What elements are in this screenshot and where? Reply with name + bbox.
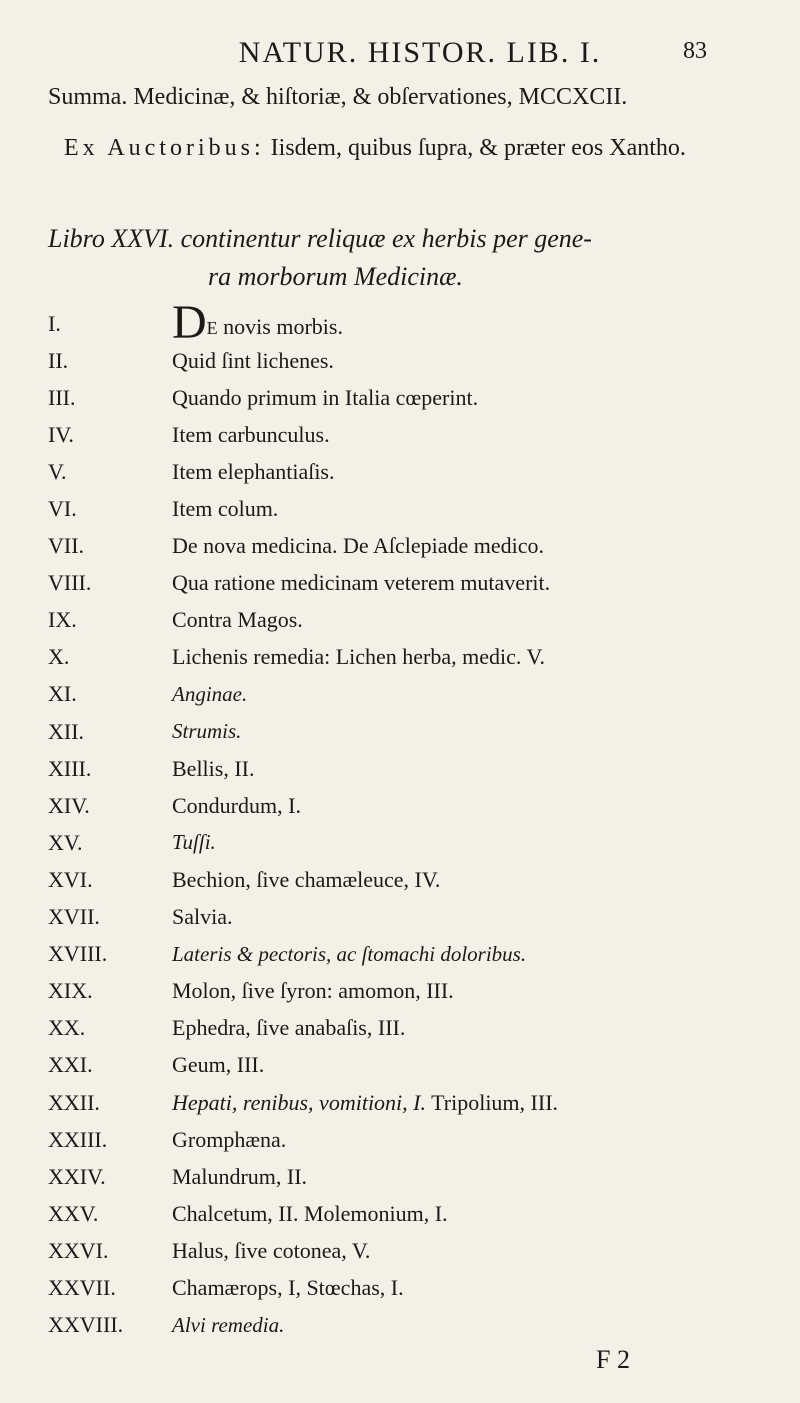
signature-mark: F 2 [596,1345,630,1374]
chapter-number: XIII. [48,755,92,781]
chapter-title: Lateris & pectoris, ac ſtomachi doloribus. [172,941,527,966]
chapter-number: XXVIII. [48,1312,124,1338]
chapter-title: Bechion, ſive chamæleuce, IV. [172,866,441,892]
contents-row [48,787,768,824]
auctores-paragraph [48,130,758,167]
chapter-title: Bellis, II. [172,755,255,781]
chapter-number: XIX. [48,978,93,1004]
chapter-number: XIV. [48,792,90,818]
chapter-title [172,1090,768,1116]
chapter-number: XV. [48,829,83,855]
libro-heading-line-2: ra morborum Medicinæ. [208,262,463,291]
contents-row [48,861,768,898]
chapter-title: Molon, ſive ſyron: amomon, III. [172,978,454,1004]
chapter-title: Contra Magos. [172,607,303,633]
chapter-number: X. [48,644,70,670]
drop-capital: D [172,295,207,349]
chapter-title: Ephedra, ſive anabaſis, III. [172,1015,406,1041]
chapter-title-rest: novis morbis. [217,313,343,339]
chapter-number: XXV. [48,1200,99,1226]
contents-row [48,1232,768,1269]
chapter-title [172,295,768,349]
chapter-title: Item colum. [172,496,279,522]
contents-row [48,528,768,565]
running-head [0,32,800,72]
chapter-title-italic: Hepati, renibus, vomitioni, I. [172,1089,426,1115]
chapter-number: XVI. [48,866,93,892]
chapter-number: XVIII. [48,941,108,967]
chapter-number: IX. [48,607,77,633]
page-number: 83 [683,38,707,64]
contents-row [48,1121,768,1158]
chapter-title: Salvia. [172,904,233,930]
chapter-number: XXII. [48,1089,100,1115]
contents-row [48,416,768,453]
chapter-title: Gromphæna. [172,1126,287,1152]
summa-line: Summa. Medicinæ, & hiſtoriæ, & obſervationes, MCCXCII. [48,84,628,110]
chapter-title: Quid ſint lichenes. [172,347,334,373]
chapter-number: I. [48,310,61,336]
contents-row [48,602,768,639]
contents-row [48,490,768,527]
chapter-number: XII. [48,718,85,744]
chapter-title: Item carbunculus. [172,421,330,447]
chapter-title: Malundrum, II. [172,1163,308,1189]
chapter-number: XI. [48,681,77,707]
contents-row [48,639,768,676]
contents-row [48,676,768,713]
chapter-title: Geum, III. [172,1052,265,1078]
contents-row [48,342,768,379]
chapter-number: XXIV. [48,1163,106,1189]
drop-capital-continuation: E [206,317,218,338]
chapter-title: Strumis. [172,719,242,744]
contents-row [48,899,768,936]
chapter-number: XXVII. [48,1274,116,1300]
chapter-number: XVII. [48,904,100,930]
contents-row [48,824,768,861]
contents-row [48,750,768,787]
contents-row [48,1269,768,1306]
chapter-title: Chalcetum, II. Molemonium, I. [172,1200,448,1226]
contents-row [48,295,768,349]
chapter-number: II. [48,347,69,373]
chapter-number: XX. [48,1015,86,1041]
libro-heading-line-1: Libro XXVI. continentur reliquæ ex herbis per gene- [48,224,592,253]
chapter-number: XXIII. [48,1126,108,1152]
auctores-lead: Ex Auctoribus: [64,135,265,161]
chapter-title: Lichenis remedia: Lichen herba, medic. V. [172,644,546,670]
chapter-title-roman: Tripolium, III. [426,1089,559,1115]
chapter-title: Chamærops, I, Stœchas, I. [172,1274,404,1300]
chapter-number: XXI. [48,1052,93,1078]
chapter-number: IV. [48,421,74,447]
chapter-title: Alvi remedia. [172,1312,285,1337]
chapter-title: Halus, ſive cotonea, V. [172,1237,371,1263]
contents-row [48,973,768,1010]
contents-row [48,1195,768,1232]
chapter-title: De nova medicina. De Aſclepiade medico. [172,533,545,559]
chapter-number: VII. [48,533,85,559]
chapter-number: XXVI. [48,1237,109,1263]
chapter-title: Tuſſi. [172,830,216,855]
contents-row [48,1307,768,1344]
contents-row [48,1047,768,1084]
running-title: NATUR. HISTOR. LIB. I. [238,36,602,69]
contents-row [48,1010,768,1047]
contents-row [48,1158,768,1195]
chapter-title: Quando primum in Italia cœperint. [172,384,479,410]
auctores-text: Iisdem, quibus ſupra, & præter eos Xantho. [270,135,686,161]
chapter-number: VI. [48,496,77,522]
contents-row [48,379,768,416]
libro-heading [48,220,768,296]
chapter-number: V. [48,458,67,484]
chapter-number: VIII. [48,570,92,596]
contents-row [48,565,768,602]
contents-row [48,453,768,490]
contents-row [48,713,768,750]
chapter-number: III. [48,384,76,410]
chapter-title: Condurdum, I. [172,792,301,818]
chapter-title: Anginae. [172,681,248,706]
contents-row [48,936,768,973]
chapter-title: Item elephantiaſis. [172,458,335,484]
contents-list [48,295,768,1344]
contents-row [48,1084,768,1121]
chapter-title: Qua ratione medicinam veterem mutaverit. [172,570,551,596]
